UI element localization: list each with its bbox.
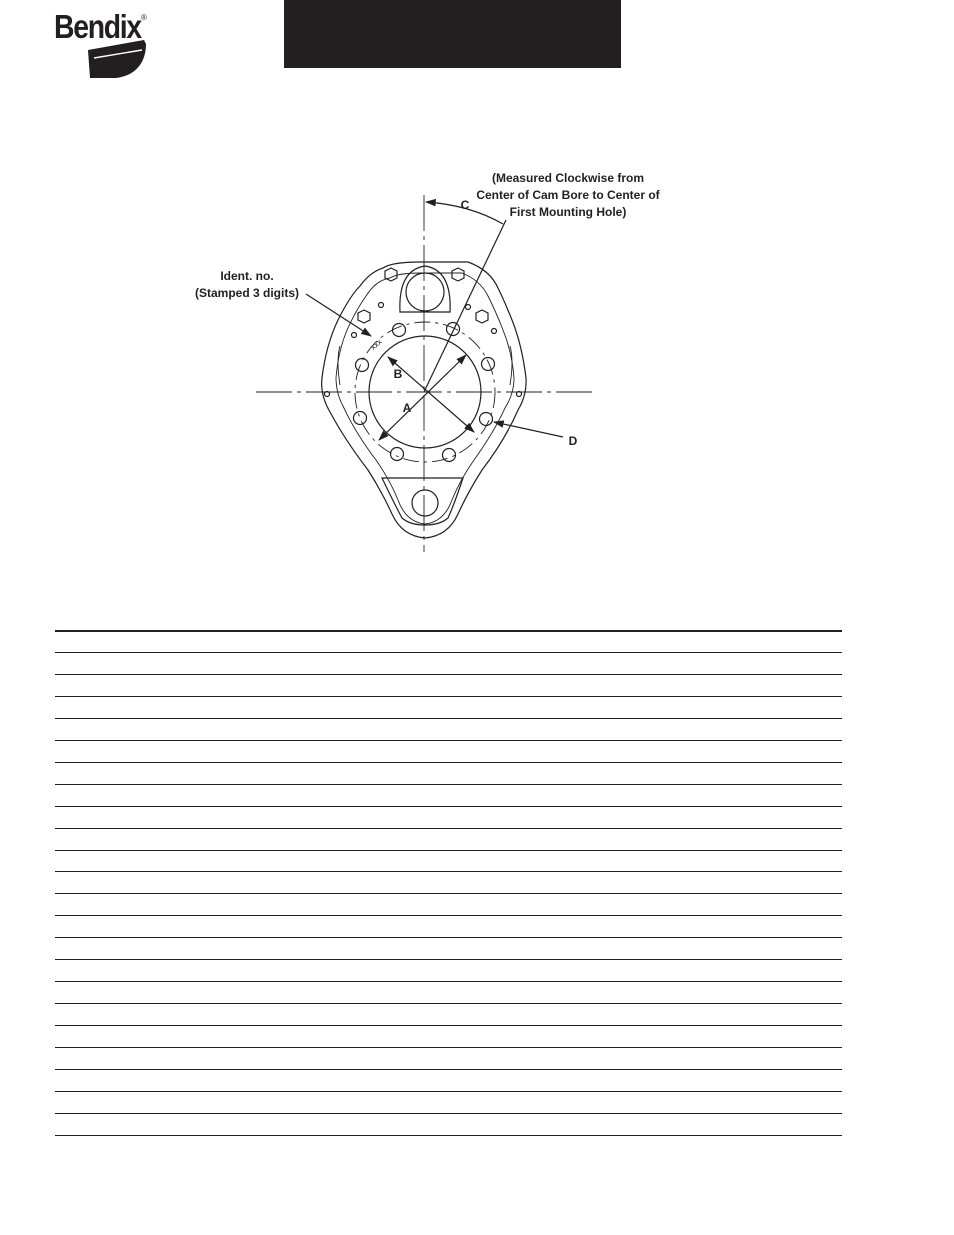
label-d: D (568, 434, 578, 448)
table-row-rule (55, 1091, 842, 1092)
table-row-rule (55, 1113, 842, 1114)
label-c: C (460, 198, 470, 212)
table-row-rule (55, 784, 842, 785)
ident-label-line-2: (Stamped 3 digits) (194, 286, 299, 300)
table-row-rule (55, 1025, 842, 1026)
mounting-hole (356, 359, 369, 372)
spider-drawing (0, 0, 954, 600)
table-row-rule (55, 1135, 842, 1137)
table-row-rule (55, 850, 842, 851)
label-a: A (402, 401, 412, 415)
table-top-rule (55, 630, 842, 632)
mounting-hole (443, 449, 456, 462)
note-c-line-2: Center of Cam Bore to Center of (476, 188, 660, 202)
table-row-rule (55, 1069, 842, 1070)
note-c-line-3: First Mounting Hole) (509, 205, 627, 219)
dimension-d-leader (494, 422, 563, 437)
table-row-rule (55, 828, 842, 829)
table-row-rule (55, 740, 842, 741)
label-b: B (393, 367, 403, 381)
stamp-marking: xxx (368, 337, 384, 352)
table-row-rule (55, 652, 842, 653)
bolt-right (452, 268, 464, 281)
table-row-rule (55, 674, 842, 675)
table-row-rule (55, 981, 842, 982)
table-row-rule (55, 1003, 842, 1004)
cam-bore (406, 273, 444, 311)
mounting-hole (482, 358, 495, 371)
bolt-left (385, 268, 397, 281)
mounting-hole (391, 448, 404, 461)
note-c (468, 170, 668, 221)
ident-label (186, 268, 308, 302)
mounting-hole (480, 413, 493, 426)
ident-label-line-1: Ident. no. (220, 269, 274, 283)
bolt-side-right (476, 310, 488, 323)
table-row-rule (55, 718, 842, 719)
note-c-line-1: (Measured Clockwise from (491, 171, 645, 185)
table-row-rule (55, 696, 842, 697)
ident-leader (306, 294, 371, 336)
table-row-rule (55, 959, 842, 960)
table-row-rule (55, 806, 842, 807)
mounting-hole (393, 324, 406, 337)
table-row-rule (55, 893, 842, 894)
registered-mark: ® (141, 13, 147, 22)
brand-name: Bendix (54, 8, 141, 45)
table-row-rule (55, 1047, 842, 1048)
table-row-rule (55, 915, 842, 916)
mounting-hole (354, 412, 367, 425)
mounting-hole (447, 323, 460, 336)
bottom-hole (412, 490, 438, 516)
bolt-side-left (358, 310, 370, 323)
table-row-rule (55, 871, 842, 872)
table-row-rule (55, 762, 842, 763)
table-row-rule (55, 937, 842, 938)
